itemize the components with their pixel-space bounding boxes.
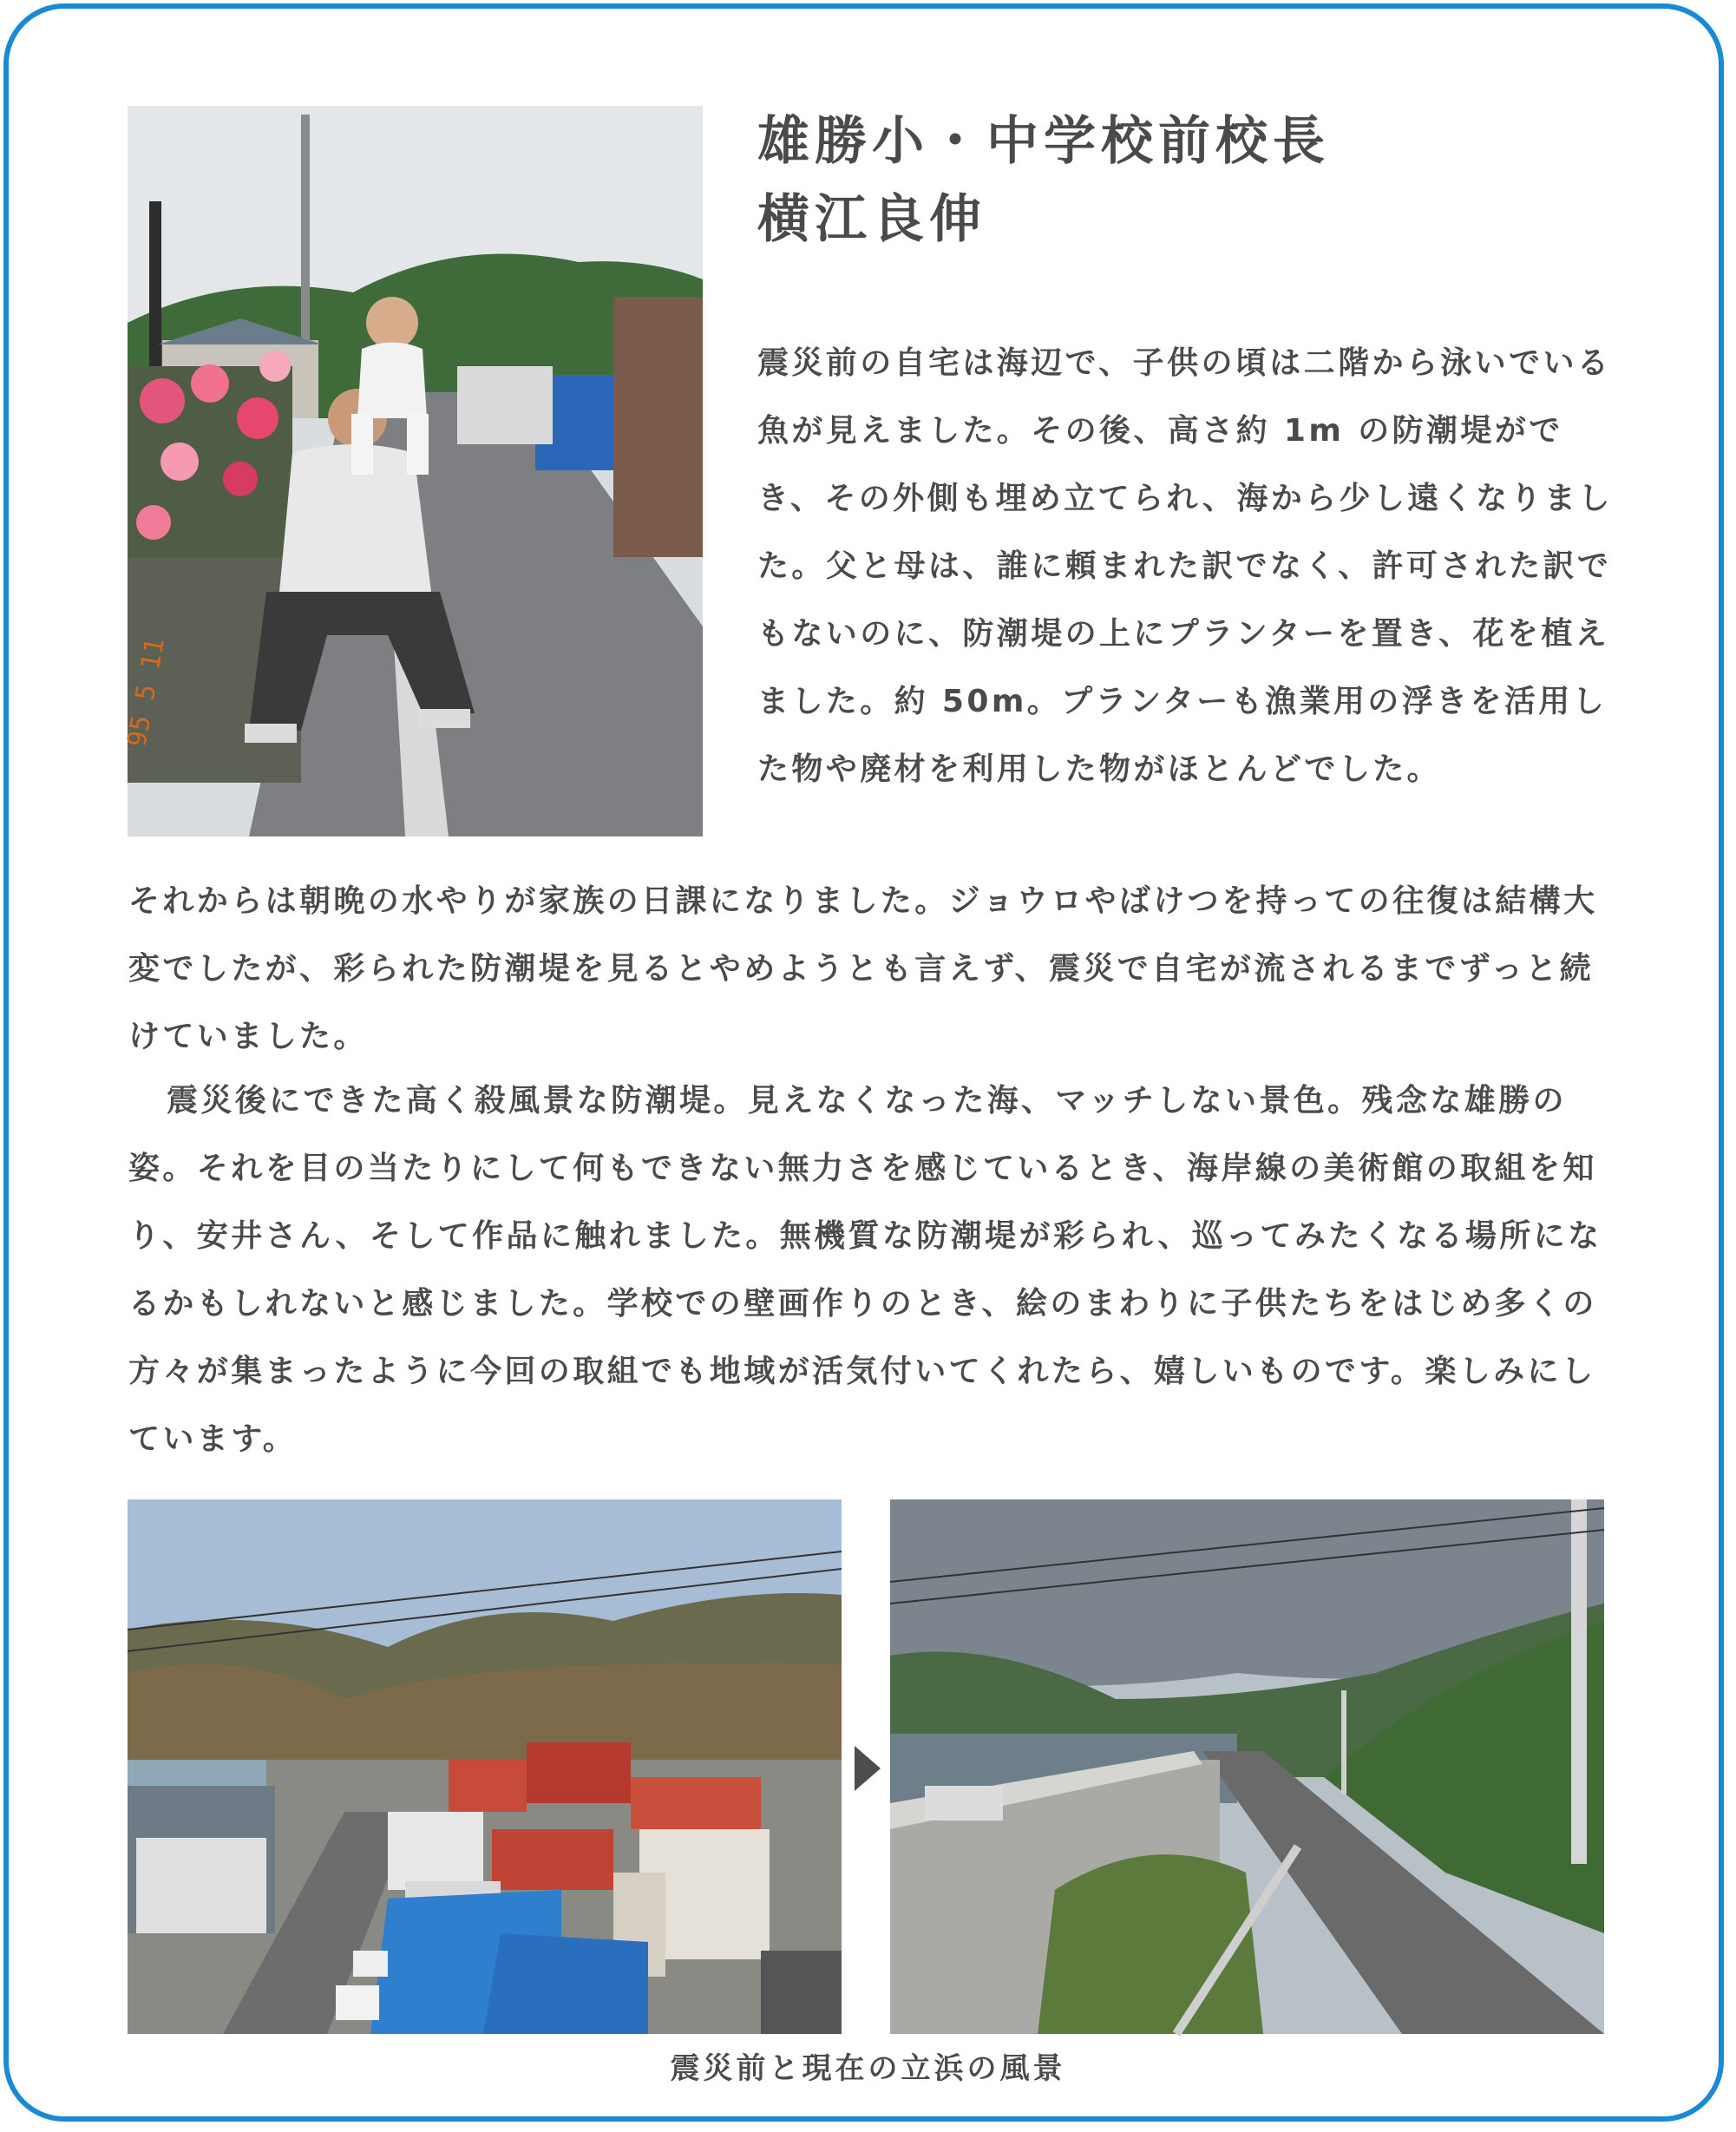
before-photo xyxy=(128,1499,842,2034)
svg-text:95 5 11: 95 5 11 xyxy=(121,635,171,750)
page-title xyxy=(757,102,1677,259)
portrait-photo xyxy=(121,106,703,836)
after-photo xyxy=(890,1499,1604,2034)
arrow-right-icon xyxy=(855,1746,881,1791)
body-paragraph-1: 震災前の自宅は海辺で、子供の頃は二階から泳いでいる魚が見えました。その後、高さ約 1m の防潮堤ができ、その外側も埋め立てられ、海から少し遠くなりました。父と母は、誰に頼まれた訳でなく、許可された訳でもないのに、防潮堤の上にプランターを置き、花を植えました。約 50m。プランターも漁業用の浮きを活用した物や廃材を利用した物がほとんどでした。 xyxy=(757,345,1613,787)
body-paragraph-2: それからは朝晩の水やりが家族の日課になりました。ジョウロやばけつを持っての往復は結構大変でしたが、彩られた防潮堤を見るとやめようとも言えず、震災で自宅が流されるまでずっと続けていました。 xyxy=(128,883,1598,1054)
title-person-name: 横江良伸 xyxy=(757,189,986,250)
body-paragraph-3: 震災後にできた高く殺風景な防潮堤。見えなくなった海、マッチしない景色。残念な雄勝の姿。それを目の当たりにして何もできない無力さを感じているとき、海岸線の美術館の取組を知り、安井さん、そして作品に触れました。無機質な防潮堤が彩られ、巡ってみたくなる場所になるかもしれないと感じました。学校での壁画作りのとき、絵のまわりに子供たちをはじめ多くの方々が集まったように今回の取組でも地域が活気付いてくれたら、嬉しいものです。楽しみにしています。 xyxy=(128,1083,1602,1457)
photo-caption: 震災前と現在の立浜の風景 xyxy=(670,2051,1066,2086)
title-position: 雄勝小・中学校前校長 xyxy=(757,111,1330,172)
